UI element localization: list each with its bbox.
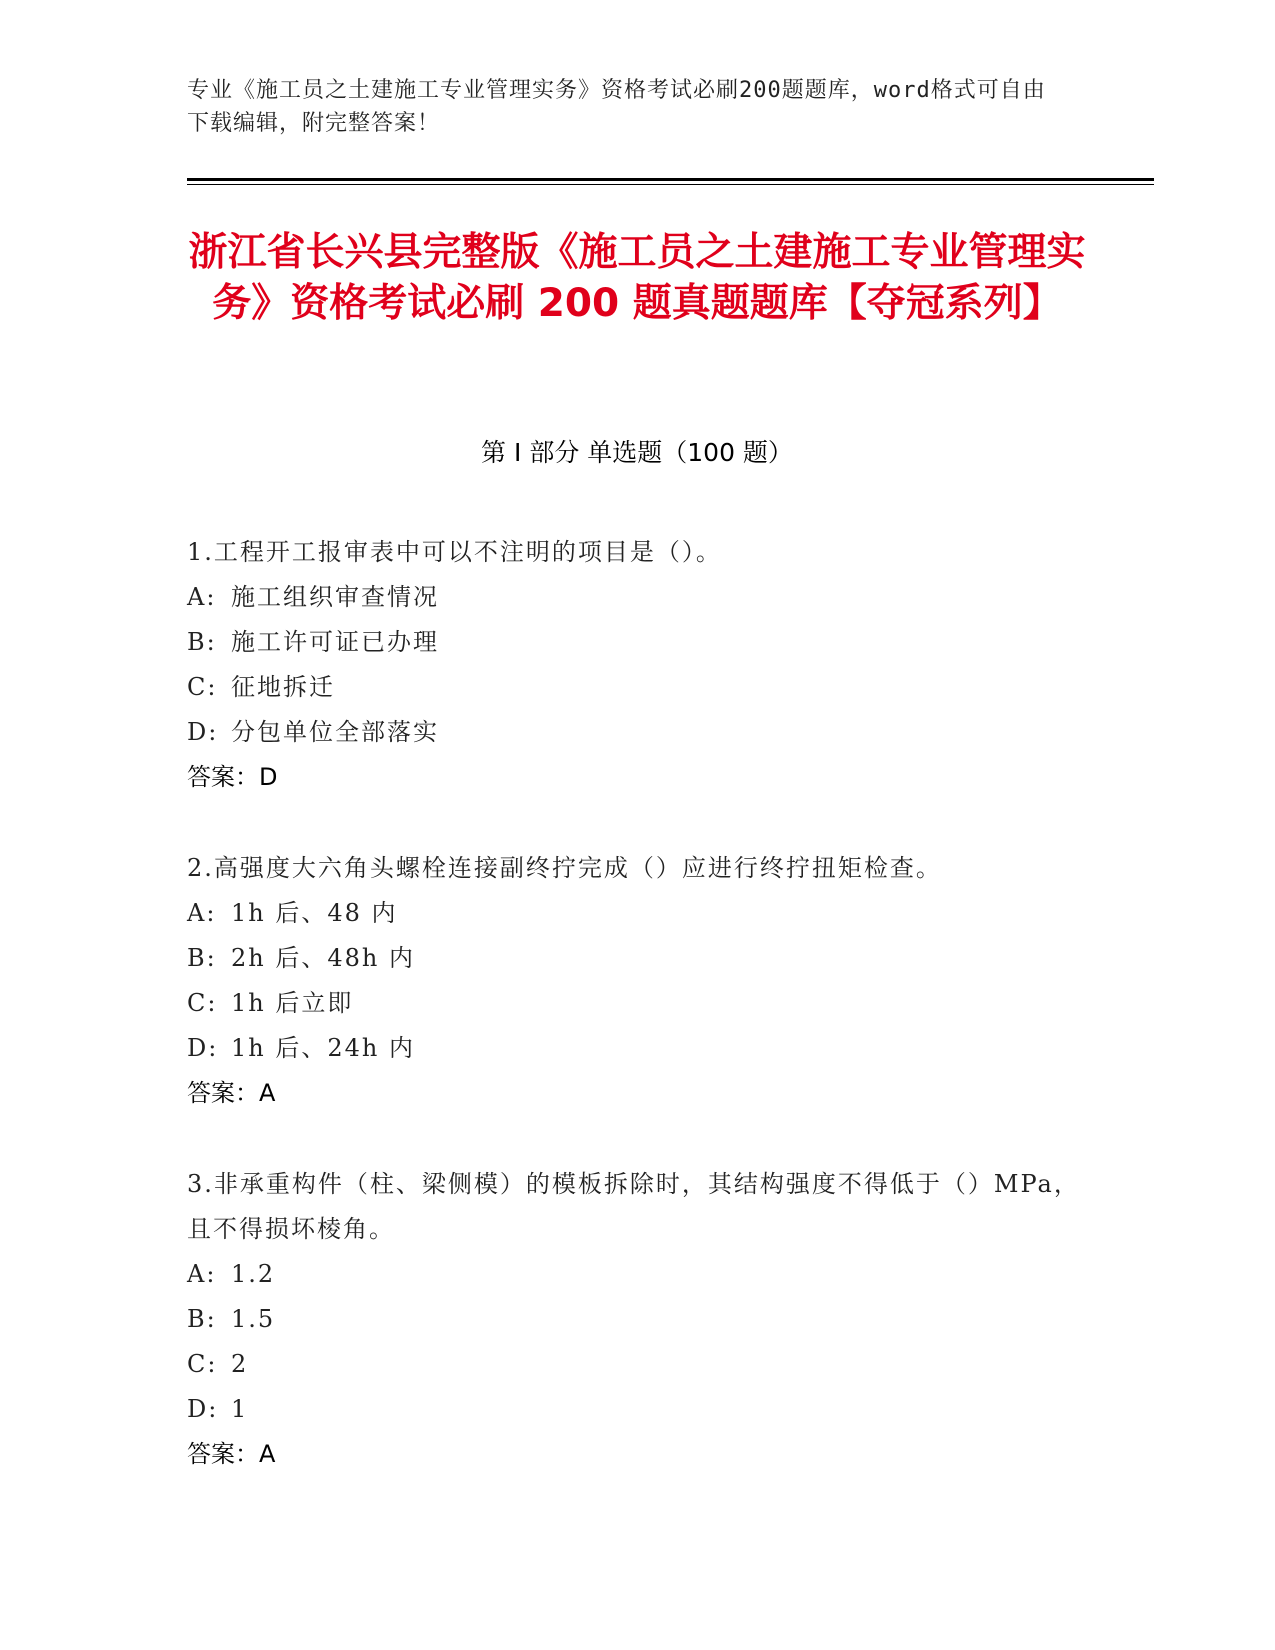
- option-text: 1h 后立即: [231, 989, 354, 1017]
- question-stem: 2.高强度大六角头螺栓连接副终拧完成（）应进行终拧扭矩检查。: [187, 854, 942, 882]
- option-letter: C:: [187, 673, 218, 701]
- option-text: 施工许可证已办理: [231, 628, 439, 656]
- option-text: 施工组织审查情况: [231, 583, 439, 611]
- option-c: [187, 665, 1087, 710]
- option-letter: B:: [187, 628, 217, 656]
- question-list: [187, 530, 1087, 1523]
- answer: 答案：A: [187, 1079, 276, 1107]
- option-text: 2: [231, 1350, 249, 1378]
- option-c: [187, 1342, 1087, 1387]
- option-d: [187, 1026, 1087, 1071]
- option-text: 征地拆迁: [231, 673, 335, 701]
- option-letter: A:: [187, 1260, 217, 1288]
- option-a: [187, 1252, 1087, 1297]
- option-a: [187, 575, 1087, 620]
- document-title: 浙江省长兴县完整版《施工员之土建施工专业管理实务》资格考试必刷 200 题真题题库【夺冠系列】: [188, 230, 1086, 326]
- option-text: 1.5: [231, 1305, 276, 1333]
- question-2: [187, 846, 1087, 1116]
- option-text: 1: [231, 1395, 249, 1423]
- option-letter: B:: [187, 1305, 217, 1333]
- section-title: 第 I 部分 单选题（100 题）: [481, 438, 793, 467]
- question-stem: 3.非承重构件（柱、梁侧模）的模板拆除时，其结构强度不得低于（）MPa，且不得损坏棱角。: [187, 1170, 1080, 1243]
- option-letter: C:: [187, 1350, 218, 1378]
- header-note: 专业《施工员之土建施工专业管理实务》资格考试必刷200题题库，word格式可自由下载编辑，附完整答案！: [187, 78, 1046, 136]
- option-text: 2h 后、48h 内: [231, 944, 415, 972]
- option-letter: A:: [187, 899, 217, 927]
- option-b: [187, 620, 1087, 665]
- answer: 答案：D: [187, 763, 278, 791]
- header-rule-thick: [187, 178, 1154, 181]
- option-b: [187, 1297, 1087, 1342]
- option-d: [187, 1387, 1087, 1432]
- option-letter: D:: [187, 718, 219, 746]
- option-text: 1.2: [231, 1260, 276, 1288]
- header-rule-thin: [187, 184, 1154, 185]
- option-text: 分包单位全部落实: [231, 718, 439, 746]
- option-letter: B:: [187, 944, 217, 972]
- answer: 答案：A: [187, 1440, 276, 1468]
- option-c: [187, 981, 1087, 1026]
- option-b: [187, 936, 1087, 981]
- option-text: 1h 后、24h 内: [231, 1034, 415, 1062]
- option-letter: D:: [187, 1395, 219, 1423]
- question-stem: 1.工程开工报审表中可以不注明的项目是（）。: [187, 538, 722, 566]
- option-letter: D:: [187, 1034, 219, 1062]
- option-letter: A:: [187, 583, 217, 611]
- question-1: [187, 530, 1087, 800]
- question-3: [187, 1162, 1087, 1477]
- option-a: [187, 891, 1087, 936]
- option-d: [187, 710, 1087, 755]
- option-text: 1h 后、48 内: [231, 899, 398, 927]
- option-letter: C:: [187, 989, 218, 1017]
